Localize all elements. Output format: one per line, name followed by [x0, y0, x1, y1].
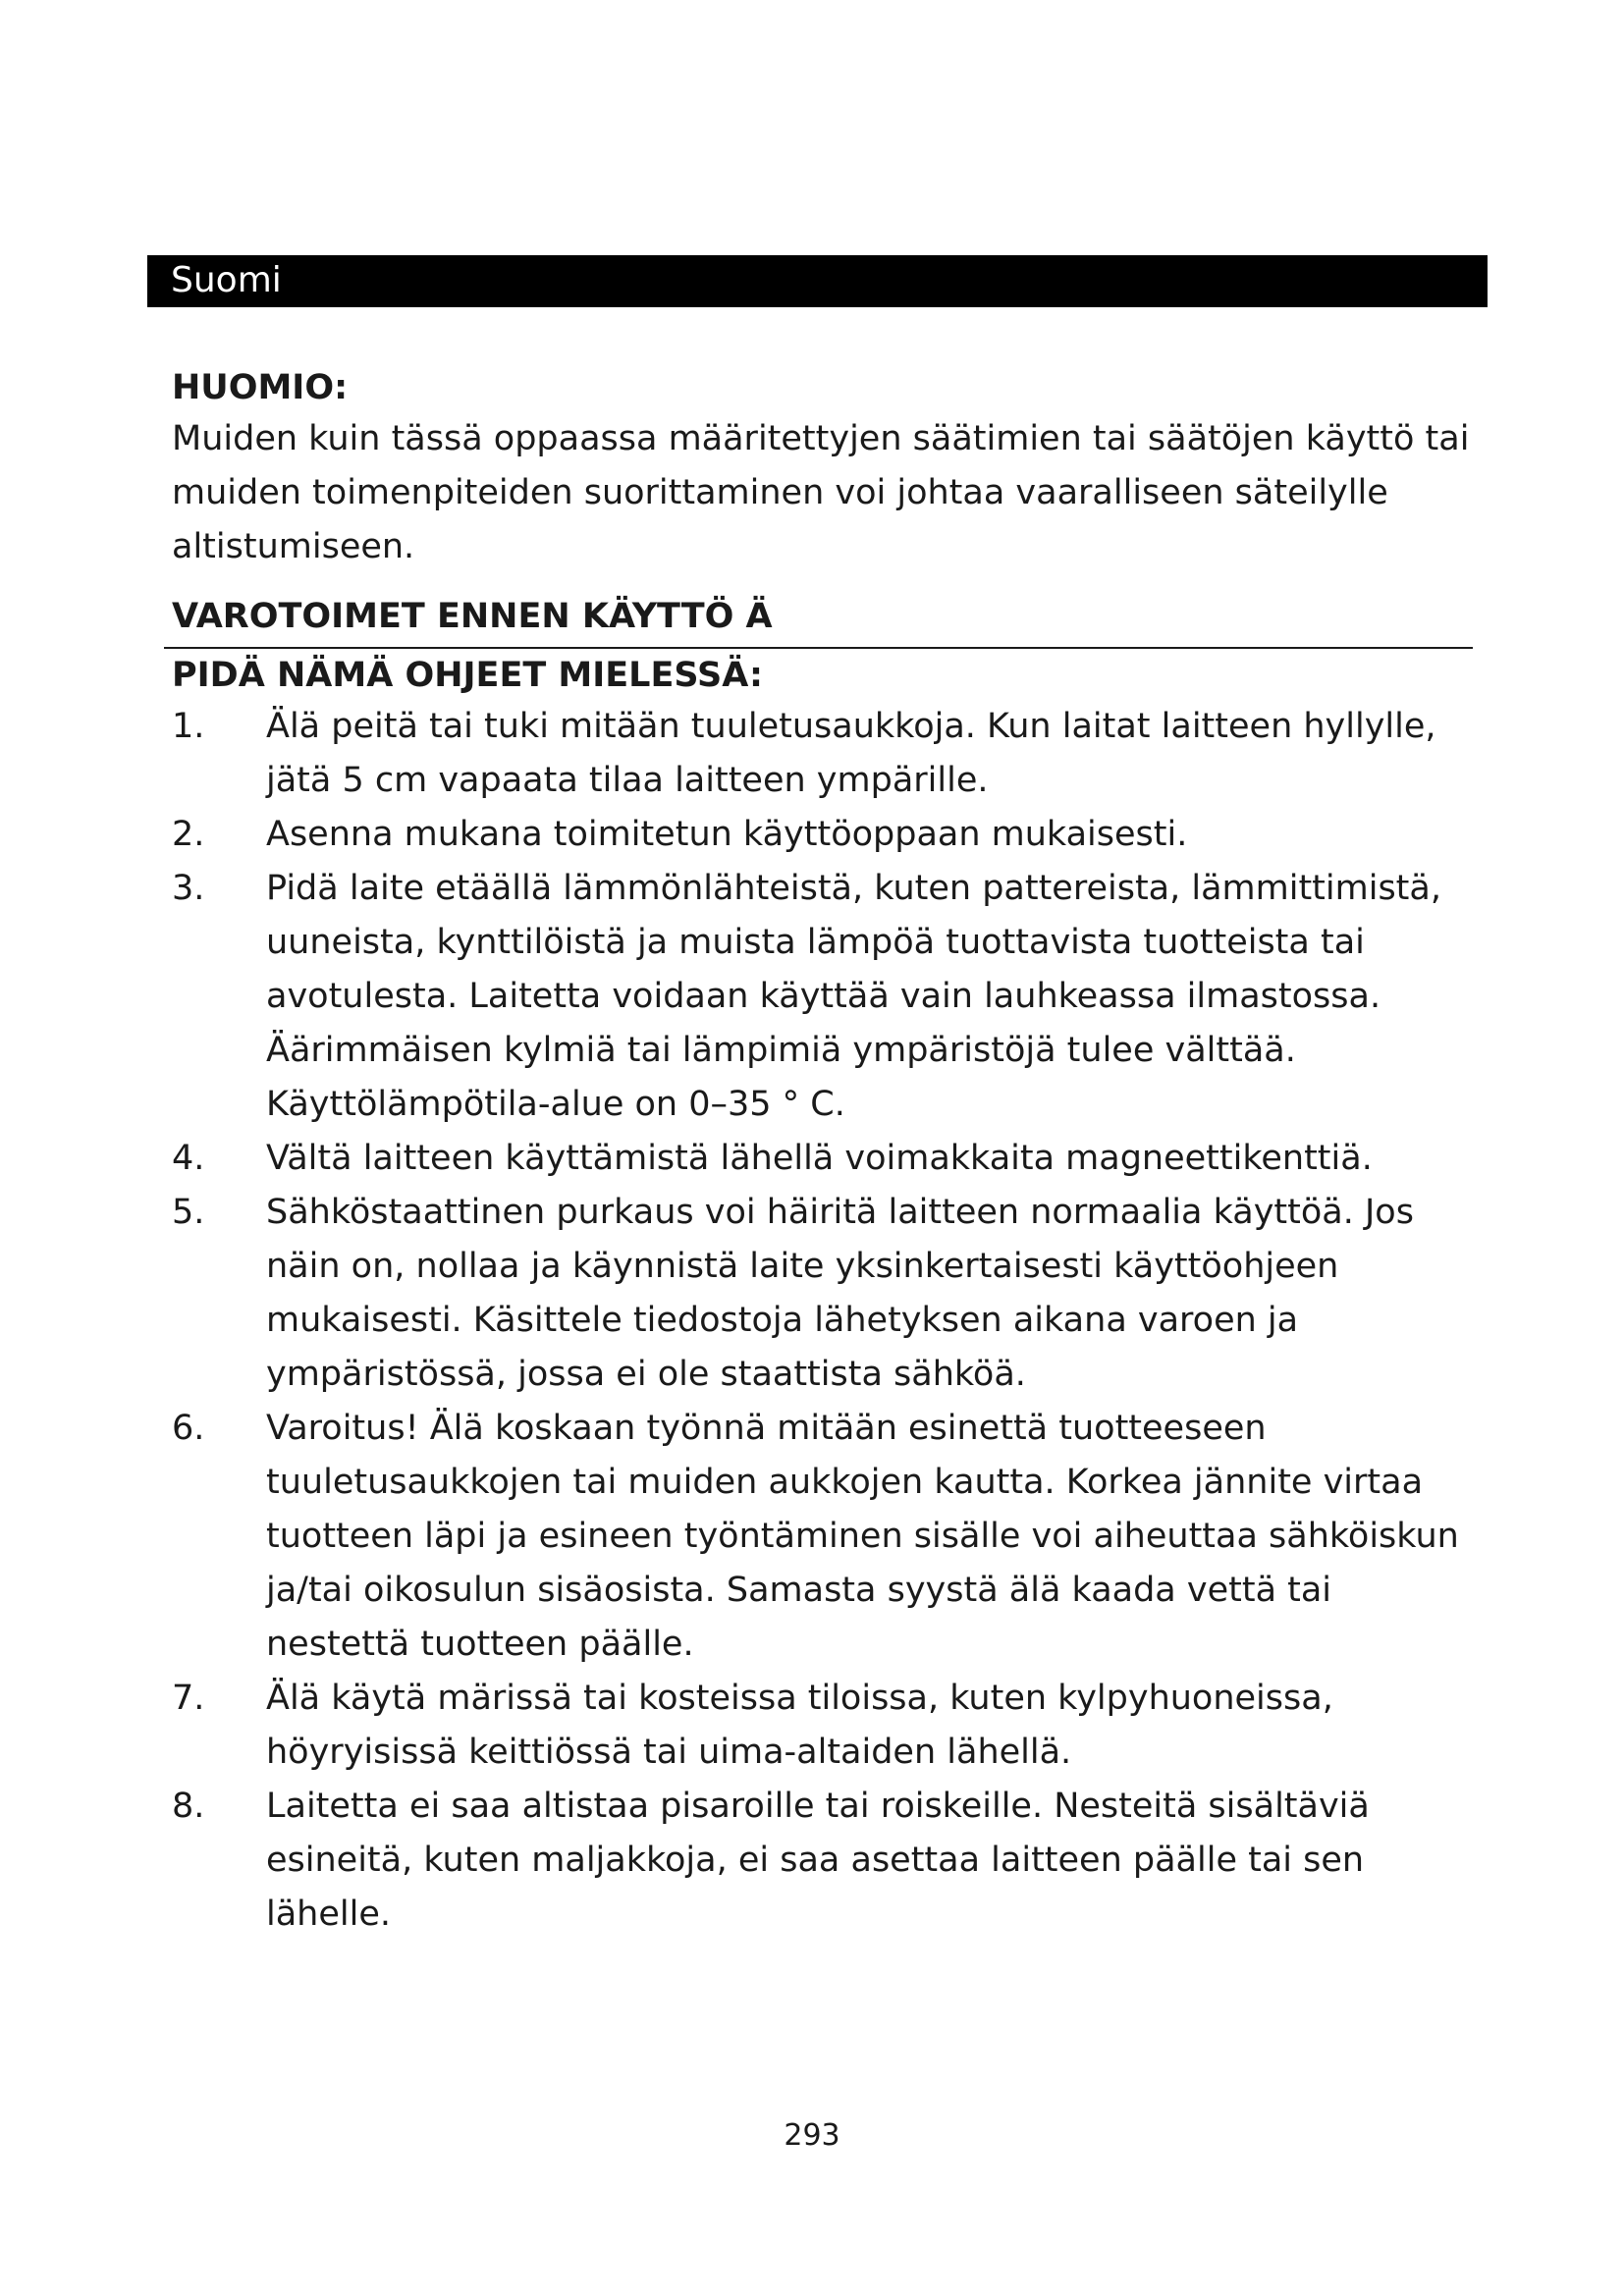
list-item-text: Vältä laitteen käyttämistä lähellä voimakkaita magneettikenttiä.	[266, 1139, 1373, 1178]
list-item-text: Älä käytä märissä tai kosteissa tiloissa, kuten kylpyhuoneissa, höyryisissä keittiössä tai uima-altaiden lähellä.	[266, 1679, 1333, 1772]
list-item	[172, 700, 1478, 808]
list-item-text: Sähköstaattinen purkaus voi häiritä laitteen normaalia käyttöä. Jos näin on, nollaa ja käynnistä laite yksinkertaisesti käyttöohjeen mukaisesti. Käsittele tiedostoja lähetyksen aikana varoen ja ympäristössä, jossa ei ole staattista sähköä.	[266, 1193, 1414, 1394]
list-item-text: Asenna mukana toimitetun käyttöoppaan mukaisesti.	[266, 815, 1188, 854]
page-number: 293	[784, 2118, 840, 2153]
language-section-bar	[147, 255, 1488, 307]
list-item-text: Pidä laite etäällä lämmönlähteistä, kuten pattereista, lämmittimistä, uuneista, kynttilöistä ja muista lämpöä tuottavista tuotteista tai avotulesta. Laitetta voidaan käyttää vain lauhkeassa ilmastossa. Äärimmäisen kylmiä tai lämpimiä ympäristöjä tulee välttää. Käyttölämpötila-alue on 0–35 ° C.	[266, 869, 1441, 1124]
list-item	[172, 862, 1478, 1132]
precautions-heading: VAROTOIMET ENNEN KÄYTTÖ Ä	[172, 597, 773, 636]
list-item	[172, 1186, 1478, 1402]
list-item	[172, 1132, 1478, 1186]
warning-title: HUOMIO:	[172, 368, 349, 407]
list-item	[172, 808, 1478, 862]
list-item	[172, 1672, 1478, 1780]
list-item-number: 5.	[172, 1193, 205, 1232]
list-item-text: Varoitus! Älä koskaan työnnä mitään esinettä tuotteeseen tuuletusaukkojen tai muiden aukkojen kautta. Korkea jännite virtaa tuotteen läpi ja esineen työntäminen sisälle voi aiheuttaa sähköiskun ja/tai oikosulun sisäosista. Samasta syystä älä kaada vettä tai nestettä tuotteen päälle.	[266, 1409, 1459, 1664]
keep-in-mind-heading: PIDÄ NÄMÄ OHJEET MIELESSÄ:	[172, 656, 763, 695]
list-item-number: 6.	[172, 1409, 205, 1448]
precautions-list	[172, 700, 1478, 1942]
list-item-number: 1.	[172, 707, 205, 746]
list-item-text: Laitetta ei saa altistaa pisaroille tai roiskeille. Nesteitä sisältäviä esineitä, kuten maljakkoja, ei saa asettaa laitteen päälle tai sen lähelle.	[266, 1787, 1370, 1934]
list-item-number: 3.	[172, 869, 205, 908]
list-item	[172, 1780, 1478, 1942]
heading-divider	[164, 647, 1473, 649]
list-item-number: 8.	[172, 1787, 205, 1826]
language-label: Suomi	[171, 260, 282, 300]
warning-text: Muiden kuin tässä oppaassa määritettyjen säätimien tai säätöjen käyttö tai muiden toimenpiteiden suorittaminen voi johtaa vaaralliseen säteilylle altistumiseen.	[172, 419, 1470, 566]
list-item	[172, 1402, 1478, 1672]
list-item-number: 7.	[172, 1679, 205, 1718]
list-item-text: Älä peitä tai tuki mitään tuuletusaukkoja. Kun laitat laitteen hyllylle, jätä 5 cm vapaata tilaa laitteen ympärille.	[266, 707, 1436, 800]
document-content	[172, 363, 1478, 1942]
list-item-number: 4.	[172, 1139, 205, 1178]
list-item-number: 2.	[172, 815, 205, 854]
